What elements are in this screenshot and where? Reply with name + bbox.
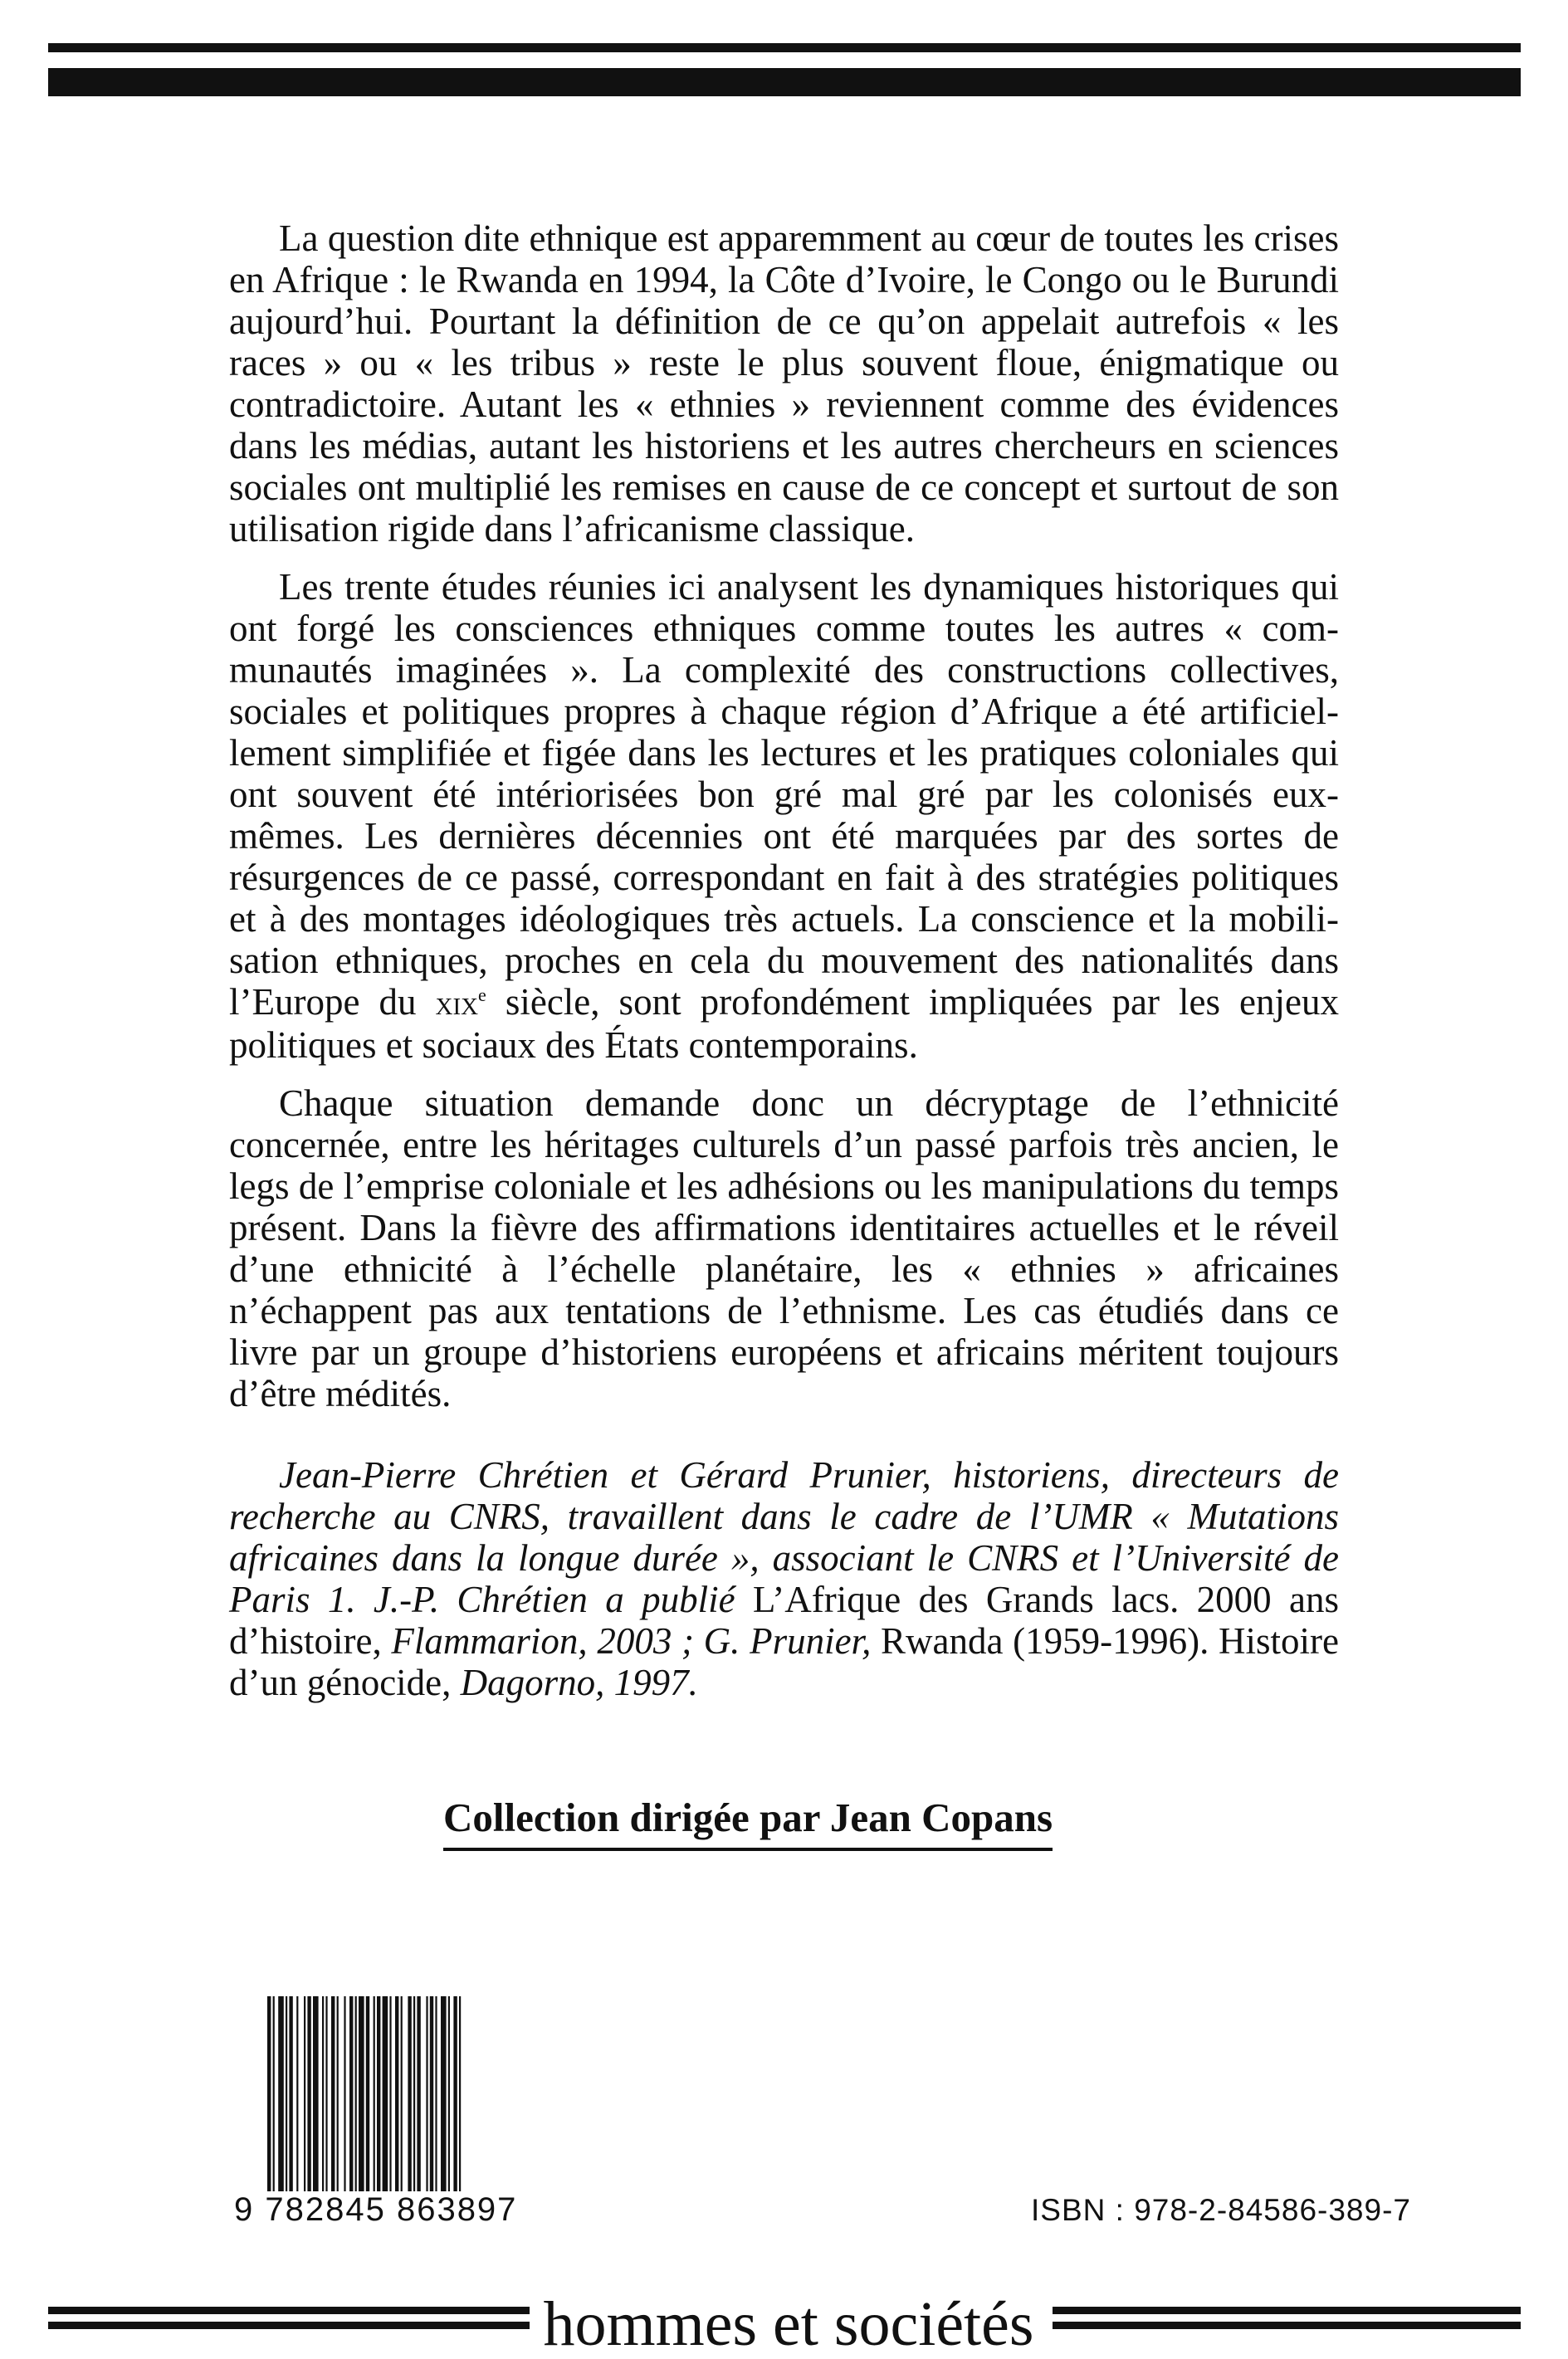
bottom-rule-left [48,2307,530,2314]
barcode-bar [426,1996,427,2191]
top-rule-thin [48,43,1521,52]
barcode-bar [278,1996,284,2191]
paragraph-2-part-b: siècle, sont profondément impliquées par les enjeux politiques et sociaux des États contemporains. [229,981,1339,1066]
century-numeral: xix [435,984,479,1023]
bottom-rule-left-lower [48,2322,530,2329]
barcode-bar [377,1996,380,2191]
barcode-bar [408,1996,411,2191]
barcode-bar [383,1996,388,2191]
top-rule-thick [48,68,1521,96]
barcode-bar [413,1996,415,2191]
barcode-bar [355,1996,357,2191]
barcode-bar [435,1996,437,2191]
barcode-bar [325,1996,327,2191]
barcode-bar [331,1996,335,2191]
barcode-digits: 9 782845 863897 [234,2191,518,2228]
barcode-bar [344,1996,345,2191]
barcode-bar [459,1996,461,2191]
author-bio [229,1454,1339,1703]
barcode-bar [313,1996,319,2191]
paragraph-2-part-a: Les trente études réunies ici analysent les dynamiques historiques qui ont forgé les consciences ethniques comme toutes les autres « communautés imaginées ». La complexité des constructions collectives, sociales et politiques propres à chaque région d’Afrique a été artificiellement simplifiée et figée dans les lectures et les pratiques coloniales qui ont souvent été intériorisées bon gré mal gré par les colonisés eux-mêmes. Les dernières décennies ont été marquées par des sortes de résurgences de ce passé, correspondant en fait à des stratégies politiques et à des montages idéologiques très actuels. La conscience et la mobilisation ethniques, proches en cela du mouvement des nationalités dans l’Europe du [229,566,1339,1023]
century-superscript: e [478,984,486,1005]
barcode-bar [304,1996,305,2191]
bio-text-1: Jean-Pierre Chrétien et Gérard Prunier, historiens, directeurs de recherche au CNRS, travaillent dans le cadre de l’UMR « Mutations africaines dans la longue durée », associant le CNRS et l’Université de Paris 1. J.-P. Chrétien a publié [229,1454,1339,1620]
barcode-bar [430,1996,433,2191]
barcode-bar [366,1996,369,2191]
barcode-bar [337,1996,339,2191]
barcode-bar [296,1996,298,2191]
barcode-bar [374,1996,375,2191]
barcode-bar [322,1996,324,2191]
barcode-bar [267,1996,271,2191]
barcode-bar [395,1996,398,2191]
bio-text-3: Dagorno, 1997. [451,1662,698,1703]
bio-book-title-1: L’Afrique des Grands lacs. 2000 ans d’histoire, [229,1579,1340,1662]
barcode-bar [349,1996,353,2191]
barcode-bar [359,1996,364,2191]
paragraph-1: La question dite ethnique est apparemment au cœur de toutes les crises en Afrique : le Rwanda en 1994, la Côte d’Ivoire, le Congo ou le Burundi aujourd’hui. Pourtant la définition de ce qu’on appelait autrefois « les races » ou « les tribus » reste le plus souvent floue, énigmatique ou contradictoire. Autant les « ethnies » reviennent comme des évidences dans les médias, autant les historiens et les autres chercheurs en sciences sociales ont multiplié les remises en cause de ce concept et surtout de son utilisation rigide dans l’africanisme classique. [229,217,1339,549]
paragraph-2 [229,566,1339,1066]
back-cover-text [229,217,1339,1720]
barcode-image [234,1996,583,2191]
bio-book-title-2: Rwanda (1959-1996). Histoire d’un génocide, [229,1620,1340,1703]
barcode-bar [307,1996,310,2191]
bio-text-2: Flammarion, 2003 ; G. Prunier, [381,1620,882,1662]
barcode-bar [417,1996,420,2191]
barcode-bar [453,1996,457,2191]
barcode-bar [441,1996,447,2191]
series-title: hommes et sociétés [543,2289,1034,2359]
barcode-bar [389,1996,391,2191]
collection-editor: Collection dirigée par Jean Copans [443,1793,1053,1851]
barcode-bar [286,1996,287,2191]
bottom-rule-right [1053,2307,1521,2314]
barcode-bar [289,1996,292,2191]
paragraph-3: Chaque situation demande donc un décryptage de l’ethnicité concernée, entre les héritages culturels d’un passé parfois très ancien, le legs de l’emprise coloniale et les adhésions ou les manipulations du temps présent. Dans la fièvre des affirmations identitaires actuelles et le réveil d’une ethnicité à l’échelle planétaire, les « ethnies » africaines n’échappent pas aux tentations de l’ethnisme. Les cas étudiés dans ce livre par un groupe d’historiens européens et africains méritent toujours d’être médités. [229,1082,1339,1414]
barcode-bar [273,1996,275,2191]
barcode-bar [448,1996,450,2191]
bottom-rule-right-lower [1053,2322,1521,2329]
barcode-bar [401,1996,403,2191]
isbn-label: ISBN : 978-2-84586-389-7 [1031,2193,1411,2227]
